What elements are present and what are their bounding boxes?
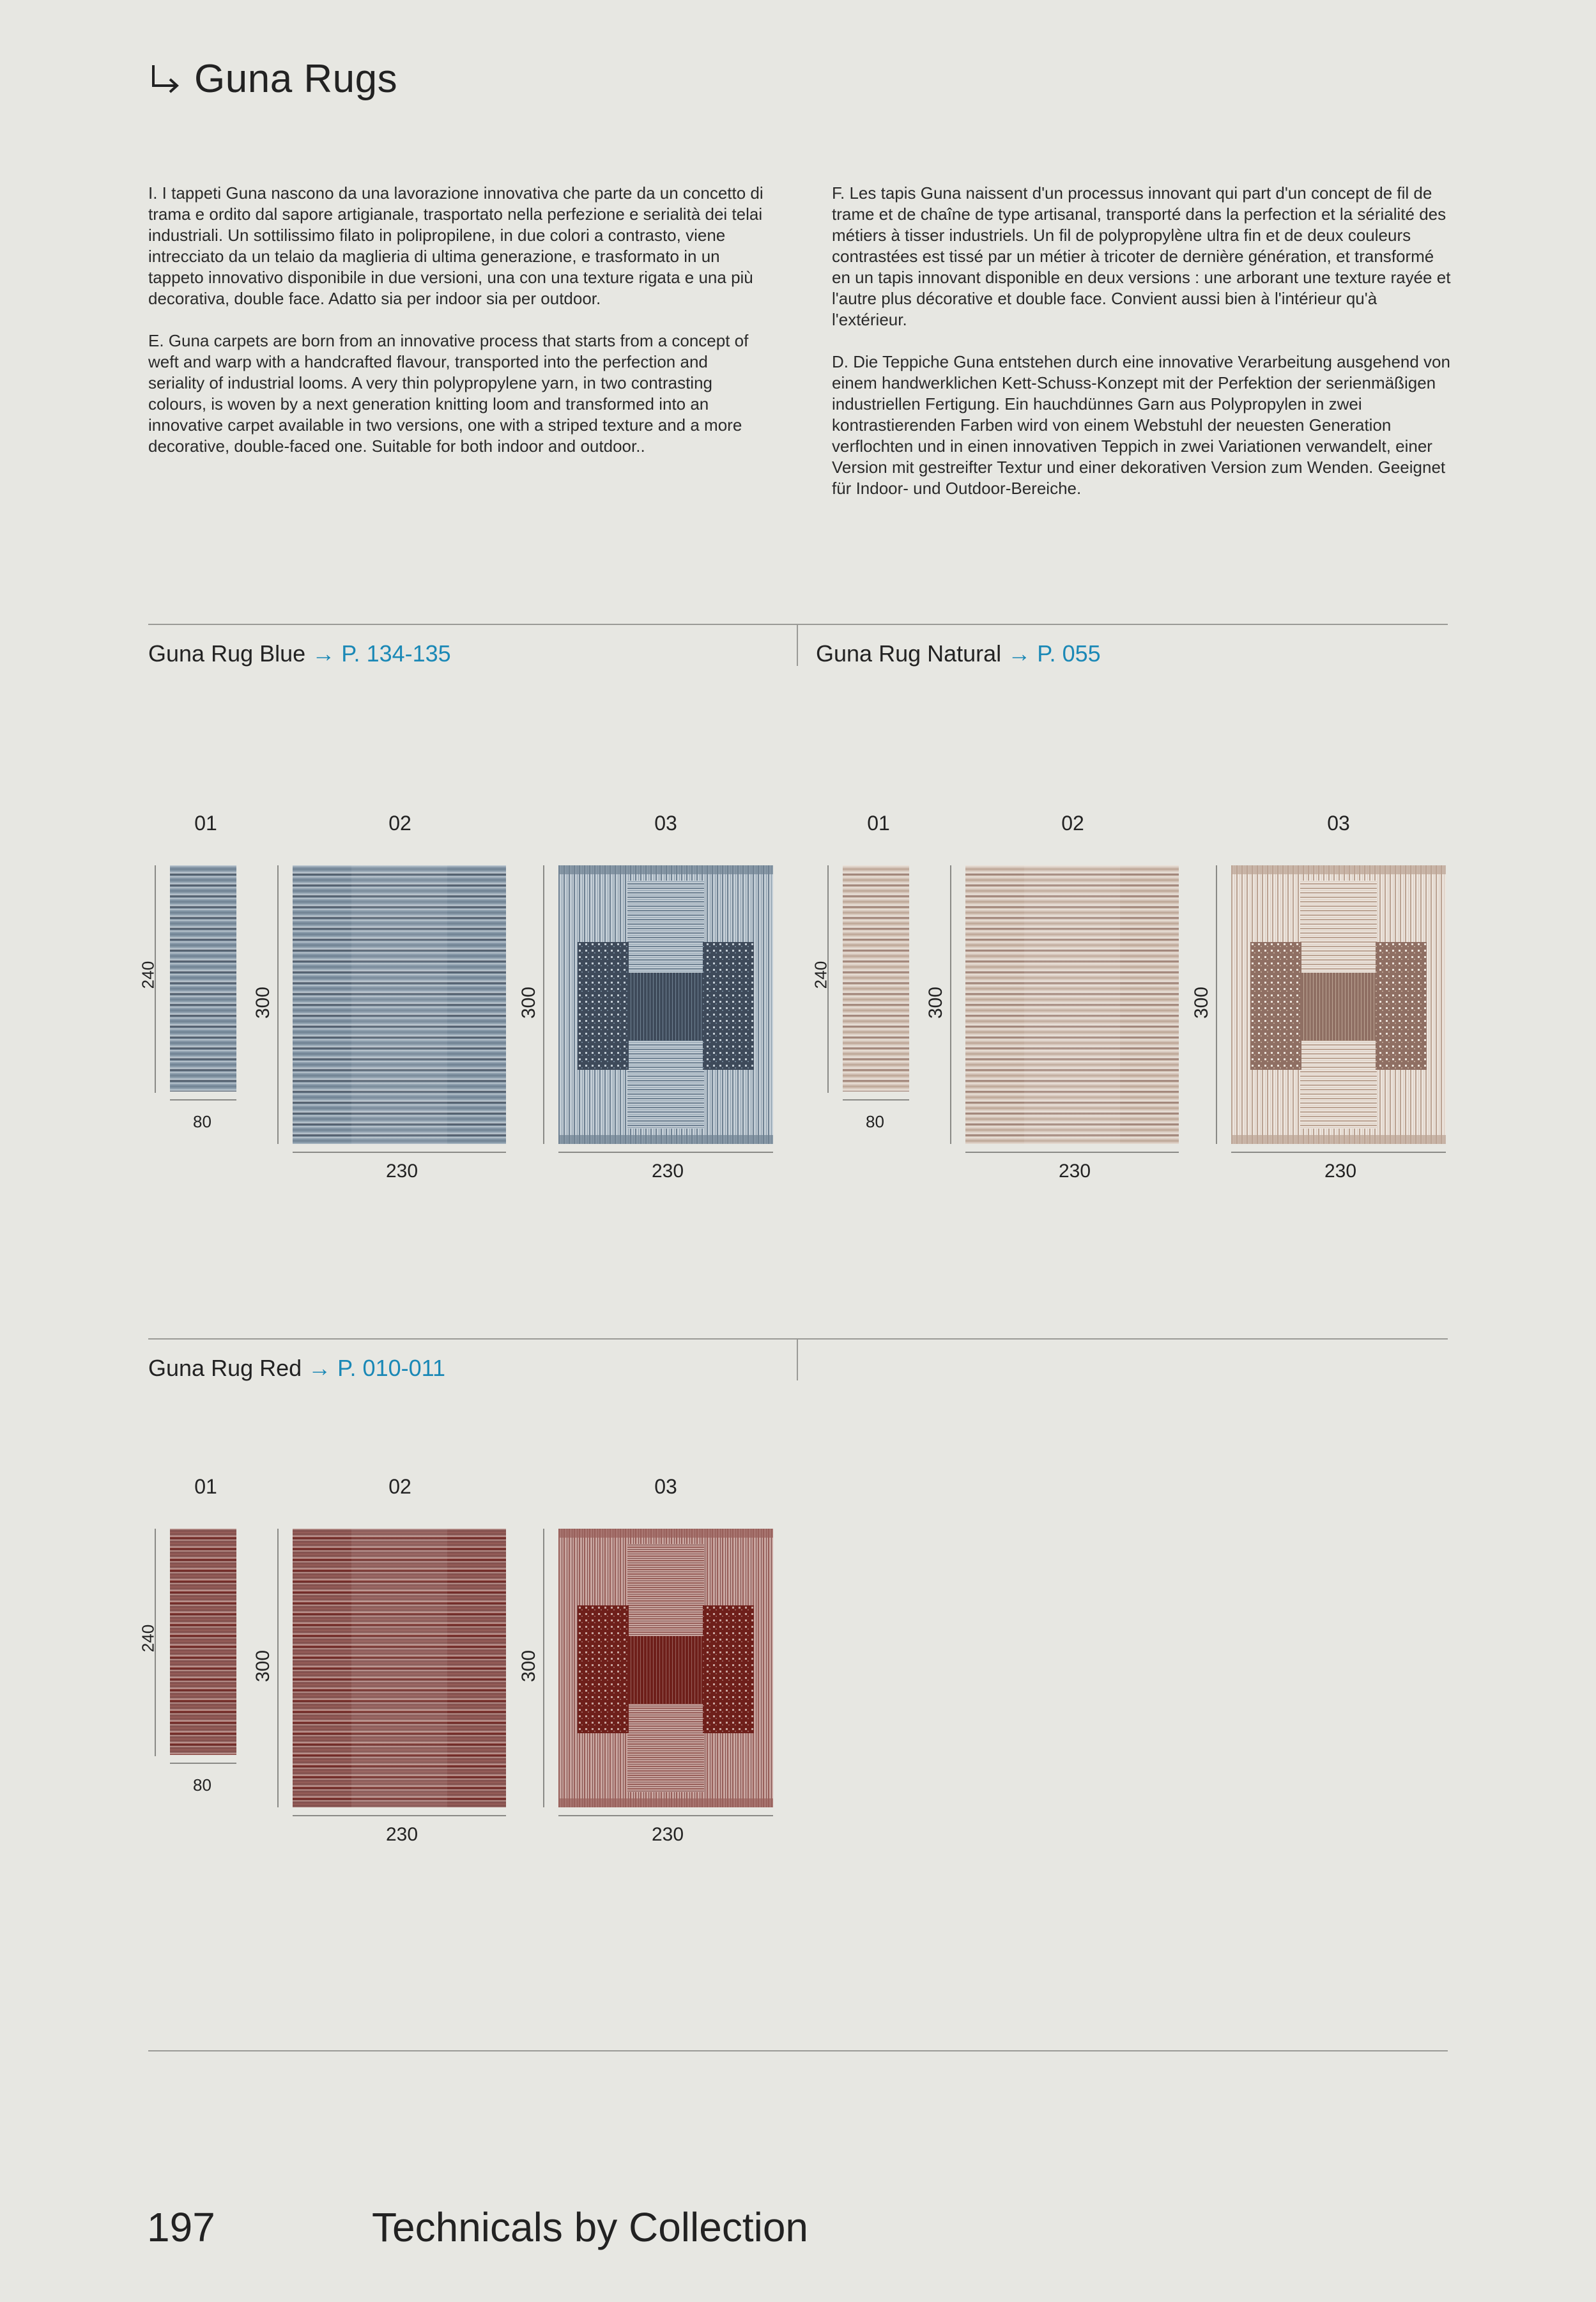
rug-number: 03 bbox=[654, 1475, 677, 1498]
height-dimension: 240 bbox=[811, 961, 831, 989]
height-dimension: 300 bbox=[518, 1649, 539, 1683]
page-title-text: Guna Rugs bbox=[194, 57, 398, 101]
width-dimension: 80 bbox=[866, 1112, 884, 1131]
width-dimension: 230 bbox=[652, 1824, 684, 1845]
height-dimension: 240 bbox=[138, 961, 158, 989]
section-name: Guna Rug Red bbox=[148, 1355, 302, 1381]
intro-it: I. I tappeti Guna nascono da una lavorazione innovativa che parte da un concetto di trama e ordito dal sapore artigianale, trasportato nella perfezione e serialità dei telai industriali. Un sottilissimo filato in polipropilene, in due colori a contrasto, viene intrecciato da un telaio da maglieria di ultima generazione, e trasformato in un tappeto innovativo disponibile in due versioni, una con una texture rigata e una più decorativa, double face. Adatto sia per indoor sia per outdoor. bbox=[148, 183, 763, 308]
height-dimension: 300 bbox=[252, 1649, 273, 1683]
width-dimension: 80 bbox=[193, 1775, 211, 1795]
rug-image bbox=[1231, 865, 1446, 1144]
rug-number: 03 bbox=[1327, 812, 1350, 835]
dimension-line bbox=[293, 1152, 506, 1153]
page-link[interactable]: → P. 055 bbox=[1008, 640, 1101, 667]
section-divider-vertical bbox=[797, 1338, 798, 1380]
rug-image bbox=[170, 865, 236, 1092]
section-title-blue bbox=[148, 640, 451, 667]
arrow-down-right-icon bbox=[148, 63, 181, 96]
dimension-line bbox=[1216, 865, 1217, 1144]
page-number: 197 bbox=[147, 2204, 215, 2250]
dimension-line bbox=[1231, 1152, 1446, 1153]
dimension-line bbox=[543, 1529, 544, 1807]
height-dimension: 300 bbox=[252, 986, 273, 1019]
rug-number: 02 bbox=[388, 812, 411, 835]
rug-panel bbox=[351, 865, 447, 1144]
dimension-line bbox=[543, 865, 544, 1144]
dimension-line bbox=[843, 1099, 909, 1101]
rug-panel bbox=[1024, 865, 1120, 1144]
intro-left-column bbox=[148, 183, 768, 478]
rug-image bbox=[843, 865, 909, 1092]
rug-number: 01 bbox=[194, 1475, 217, 1498]
footer-divider bbox=[148, 2050, 1448, 2051]
dimension-line bbox=[558, 1152, 773, 1153]
section-title-red bbox=[148, 1355, 445, 1382]
rug-number: 01 bbox=[194, 812, 217, 835]
dimension-line bbox=[170, 1763, 236, 1764]
page-title bbox=[148, 56, 397, 102]
width-dimension: 230 bbox=[1059, 1161, 1091, 1182]
rug-image bbox=[558, 865, 773, 1144]
intro-right-column bbox=[832, 183, 1452, 520]
footer-section-title: Technicals by Collection bbox=[372, 2204, 808, 2250]
dimension-line bbox=[277, 865, 279, 1144]
width-dimension: 230 bbox=[386, 1824, 418, 1845]
dimension-line bbox=[277, 1529, 279, 1807]
dimension-line bbox=[293, 1815, 506, 1816]
intro-de: D. Die Teppiche Guna entstehen durch eine innovative Verarbeitung ausgehend von einem handwerklichen Kett-Schuss-Konzept mit der Perfektion der serienmäßigen industriellen Fertigung. Ein hauchdünnes Garn aus Polypropylen in zwei kontrastierenden Farben wird von einem Webstuhl der neuesten Generation verflochten und in einen innovativen Teppich in zwei Variationen verwandelt, einer Version mit gestreifter Textur und einer dekorativen Version zum Wenden. Geeignet für Indoor- und Outdoor-Bereiche. bbox=[832, 352, 1450, 498]
section-divider bbox=[148, 1338, 1448, 1340]
dimension-line bbox=[950, 865, 951, 1144]
dimension-line bbox=[170, 1099, 236, 1101]
dimension-line bbox=[558, 1815, 773, 1816]
rug-image bbox=[170, 1529, 236, 1755]
rug-number: 01 bbox=[867, 812, 890, 835]
height-dimension: 300 bbox=[925, 986, 946, 1019]
rug-panel bbox=[351, 1529, 447, 1807]
page-link[interactable]: → P. 010-011 bbox=[308, 1355, 445, 1381]
intro-en: E. Guna carpets are born from an innovative process that starts from a concept of weft and warp with a handcrafted flavour, transported into the perfection and seriality of industrial looms. A very thin polypropylene yarn, in two contrasting colours, is woven by a next generation knitting loom and transformed into an innovative carpet available in two versions, one with a striped texture and a more decorative, double-faced one. Suitable for both indoor and outdoor.. bbox=[148, 331, 749, 456]
page-link[interactable]: → P. 134-135 bbox=[312, 640, 451, 667]
intro-fr: F. Les tapis Guna naissent d'un processus innovant qui part d'un concept de fil de trame et de chaîne de type artisanal, transporté dans la perfection et la sérialité des métiers à tisser industriels. Un fil de polypropylène ultra fin et de deux couleurs contrastées est tissé par un métier à tricoter de dernière génération, et transformé en un tapis innovant disponible en deux versions : une arborant une texture rayée et l'autre plus décorative et double face. Convient aussi bien à l'intérieur qu'à l'extérieur. bbox=[832, 183, 1451, 329]
rug-number: 03 bbox=[654, 812, 677, 835]
width-dimension: 230 bbox=[652, 1161, 684, 1182]
width-dimension: 80 bbox=[193, 1112, 211, 1131]
height-dimension: 240 bbox=[138, 1624, 158, 1653]
height-dimension: 300 bbox=[518, 986, 539, 1019]
rug-image bbox=[558, 1529, 773, 1807]
section-name: Guna Rug Natural bbox=[816, 640, 1002, 667]
rug-number: 02 bbox=[388, 1475, 411, 1498]
dimension-line bbox=[965, 1152, 1179, 1153]
rug-number: 02 bbox=[1061, 812, 1084, 835]
width-dimension: 230 bbox=[1324, 1161, 1357, 1182]
height-dimension: 300 bbox=[1191, 986, 1212, 1019]
section-divider-vertical bbox=[797, 624, 798, 666]
width-dimension: 230 bbox=[386, 1161, 418, 1182]
section-title-natural bbox=[816, 640, 1101, 667]
section-name: Guna Rug Blue bbox=[148, 640, 306, 667]
section-divider bbox=[148, 624, 1448, 625]
